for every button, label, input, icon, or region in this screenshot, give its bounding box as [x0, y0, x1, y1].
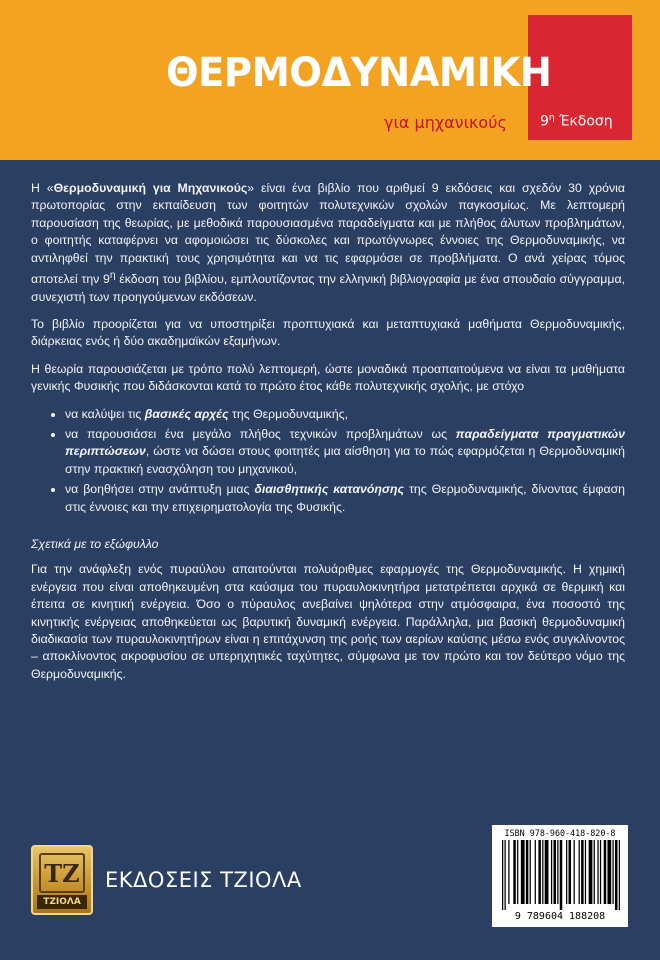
barcode-bar: [545, 840, 549, 904]
barcode-bar: [619, 840, 620, 910]
isbn-barcode: [492, 825, 628, 927]
edition-sup: η: [548, 113, 555, 123]
back-cover-text: [31, 180, 625, 693]
goals-list: [31, 406, 625, 516]
intro-text-a: Η «: [31, 181, 54, 195]
bullet-emphasis: βασικές αρχές: [144, 406, 229, 421]
barcode-bar: [551, 840, 552, 904]
barcode-bar: [579, 840, 580, 904]
barcode-bar: [535, 840, 536, 904]
intro-text-d: έκδοση του βιβλίου, εμπλουτίζοντας την ελληνική βιβλιογραφία με ένα σπουδαίο σύγγραμμα, συνεχιστή των προηγούμενων εκδόσεων.: [31, 272, 625, 304]
cover-description: Για την ανάφλεξη ενός πυραύλου απαιτούνται πολυάριθμες εφαρμογές της Θερμοδυναμικής. Η χημική ενέργεια που είναι αποθηκευμένη στα καύσιμα του πυραυλοκινητήρα μετατρέπεται αρχικά σε θερμική και έπειτα σε κινητική ενέργεια. Όσο ο πύραυλος ανεβαίνει ψηλότερα στην ατμόσφαιρα, ένα ποσοστό της κινητικής ενέργειας αποθηκεύεται ως βαρυτική δυναμική ενέργεια. Παράλληλα, μια βασική θερμοδυναμική διαδικασία των πυραυλοκινητήρων είναι η επιτάχυνση της ροής των αερίων καύσης μέσω ενός συγκλίνοντος – αποκλίνοντος ακροφυσίου σε υπερηχητικές ταχύτητες, σύμφωνα με τον πρώτο και τον δεύτερο νόμο της Θερμοδυναμικής.: [31, 562, 625, 681]
barcode-bar: [521, 840, 525, 904]
bullet-text: , ώστε να δώσει στους φοιτητές μια αίσθηση για το πώς εφαρμόζεται η Θερμοδυναμική στην πρακτική ενασχόληση του μηχανικού,: [65, 444, 625, 476]
barcode-bar: [600, 840, 601, 904]
intro-book-name: Θερμοδυναμική για Μηχανικούς: [53, 181, 248, 195]
publisher-block: [31, 840, 302, 920]
cover-banner: [0, 0, 660, 160]
logo-letters: ΤΖ: [39, 853, 85, 893]
barcode-bar: [566, 840, 567, 904]
edition-label: [540, 113, 613, 130]
intro-sup: η: [109, 270, 116, 282]
barcode-bar: [604, 840, 607, 904]
intro-text-c: » είναι ένα βιβλίο που αριθμεί 9 εκδόσεις και σχεδόν 30 χρόνια πρωτοπορίας στην εκπαίδευση των φοιτητών πολυτεχνικών σχολών παγκοσμίως. Με λεπτομερή παρουσίαση της θεωρίας, με μεθοδικά παρουσιασμένα παραδείγματα και με πλήθος άλυτων προβλημάτων, ο φοιτητής καταφέρνει να αφομοιώσει τις δύσκολες και πρωτόγνωρες έννοιες της Θερμοδυναμικής, να αντιληφθεί την πρακτική τους χρησιμότητα και να τις εφαρμόσει σε προβλήματα. Ο ανά χείρας τόμος αποτελεί την 9: [31, 181, 626, 287]
list-item: [65, 481, 625, 516]
theory-paragraph: Η θεωρία παρουσιάζεται με τρόπο πολύ λεπτομερή, ώστε μοναδικά προαπαιτούμενα να είναι τα μαθήματα γενικής Φυσικής που διδάσκονται κατά το πρώτο έτος κάθε πολυτεχνικής σχολής, με στόχο: [31, 361, 625, 394]
intro-paragraph: [31, 180, 625, 306]
bullet-text: της Θερμοδυναμικής, δίνοντας έμφαση στις έννοιες και την επιχειρηματολογία της Φυσικής.: [65, 482, 626, 514]
isbn-text: ISBN 978-960-418-820-8: [504, 828, 616, 838]
cover-section-heading: Σχετικά με το εξώφυλλο: [31, 537, 159, 551]
barcode-bars: [502, 840, 620, 910]
barcode-bar: [513, 840, 516, 904]
bullet-text: να βοηθήσει στην ανάπτυξη μιας: [65, 482, 255, 497]
barcode-bar: [538, 840, 541, 904]
bullet-emphasis: διαισθητικής κατανόησης: [254, 482, 405, 497]
list-item: [65, 426, 625, 478]
edition-word: Έκδοση: [559, 113, 613, 130]
barcode-bar: [542, 840, 543, 904]
ean-number: 9 789604 188208: [514, 911, 606, 922]
barcode-bar: [502, 840, 503, 910]
publisher-name: ΕΚΔΟΣΕΙΣ ΤΖΙΟΛΑ: [105, 868, 302, 892]
bullet-emphasis: παραδείγματα πραγματικών περιπτώσεων: [65, 426, 625, 459]
barcode-bar: [530, 840, 531, 904]
barcode-bar: [574, 840, 575, 904]
barcode-bar: [557, 840, 558, 904]
barcode-bar: [508, 840, 509, 904]
publisher-logo: [31, 845, 93, 915]
barcode-bar: [505, 840, 506, 910]
barcode-bar: [560, 840, 563, 910]
purpose-paragraph: Το βιβλίο προορίζεται για να υποστηρίξει προπτυχιακά και μεταπτυχιακά μαθήματα Θερμοδυναμικής, διάρκειας ενός ή δύο ακαδημαϊκών εξαμήνων.: [31, 316, 625, 349]
barcode-bar: [597, 840, 598, 904]
barcode-bar: [517, 840, 518, 904]
bullet-text: να καλύψει τις: [65, 406, 145, 421]
barcode-bar: [612, 840, 613, 904]
barcode-bar: [585, 840, 586, 904]
edition-number: 9: [540, 113, 549, 130]
barcode-bar: [581, 840, 584, 904]
barcode-bar: [553, 840, 556, 904]
bullet-text: της Θερμοδυναμικής,: [228, 406, 349, 421]
barcode-bar: [615, 840, 618, 910]
bullet-text: να παρουσιάσει ένα μεγάλο πλήθος τεχνικών προβλημάτων ως: [65, 426, 456, 441]
barcode-bar: [569, 840, 572, 904]
barcode-bar: [607, 840, 611, 904]
barcode-bar: [594, 840, 595, 904]
logo-label: ΤΖΙΟΛΑ: [37, 895, 87, 909]
book-subtitle: για μηχανικούς: [384, 113, 507, 132]
barcode-bar: [526, 840, 529, 904]
book-title: ΘΕΡΜΟΔΥΝΑΜΙΚΗ: [166, 50, 552, 96]
list-item: [65, 406, 625, 423]
barcode-bar: [589, 840, 593, 904]
